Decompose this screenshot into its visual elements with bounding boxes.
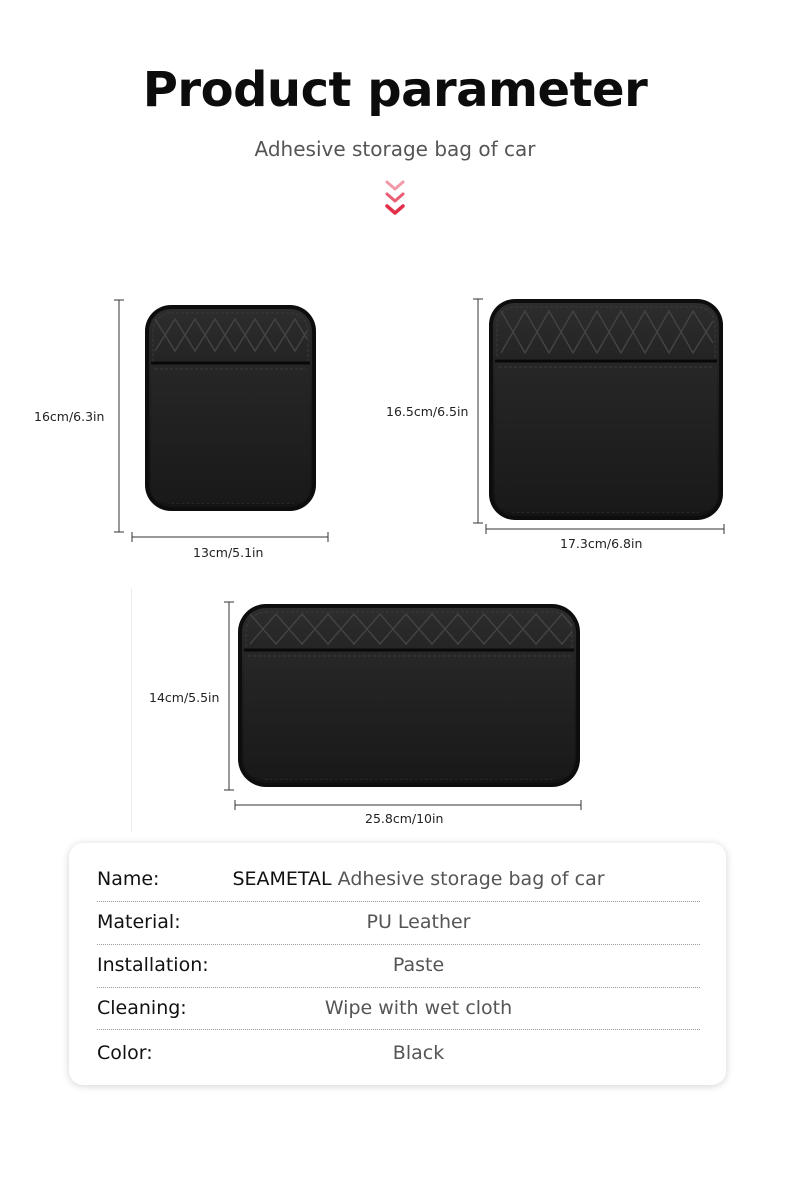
spec-row-installation bbox=[97, 943, 700, 986]
spec-value: Black bbox=[392, 1041, 445, 1064]
medium-bag-width-dimension bbox=[484, 523, 726, 535]
divider-line bbox=[131, 588, 132, 832]
large-bag-width-label: 25.8cm/10in bbox=[365, 811, 444, 826]
large-bag-height-dimension bbox=[223, 600, 235, 792]
medium-bag-width-label: 17.3cm/6.8in bbox=[560, 536, 643, 551]
spec-row-cleaning bbox=[97, 986, 700, 1029]
small-bag-height-label: 16cm/6.3in bbox=[34, 409, 105, 424]
spec-label: Name: bbox=[97, 867, 160, 890]
large-bag-image bbox=[236, 602, 582, 789]
page-title: Product parameter bbox=[142, 62, 648, 118]
page-subtitle: Adhesive storage bag of car bbox=[254, 137, 536, 161]
row-divider bbox=[97, 1029, 700, 1030]
spec-value: Wipe with wet cloth bbox=[324, 996, 513, 1019]
small-bag-image bbox=[143, 303, 318, 513]
spec-label: Installation: bbox=[97, 953, 209, 976]
medium-bag-height-label: 16.5cm/6.5in bbox=[386, 404, 469, 419]
small-bag-width-dimension bbox=[130, 531, 330, 543]
spec-table bbox=[69, 843, 726, 1085]
small-bag-width-label: 13cm/5.1in bbox=[193, 545, 264, 560]
small-bag-height-dimension bbox=[113, 298, 125, 534]
triple-chevron-down-icon bbox=[383, 178, 407, 222]
spec-value: PU Leather bbox=[366, 910, 471, 933]
product-name-value: Adhesive storage bag of car bbox=[337, 867, 605, 890]
spec-label: Color: bbox=[97, 1041, 153, 1064]
spec-row-color bbox=[97, 1031, 700, 1074]
large-bag-height-label: 14cm/5.5in bbox=[149, 690, 220, 705]
spec-label: Material: bbox=[97, 910, 181, 933]
spec-row-name bbox=[97, 857, 700, 900]
spec-value bbox=[97, 868, 700, 890]
medium-bag-image bbox=[487, 297, 725, 522]
spec-value: Paste bbox=[392, 953, 445, 976]
large-bag-width-dimension bbox=[233, 799, 583, 811]
spec-row-material bbox=[97, 900, 700, 943]
spec-label: Cleaning: bbox=[97, 996, 187, 1019]
brand-name: SEAMETAL bbox=[232, 867, 332, 890]
medium-bag-height-dimension bbox=[472, 297, 484, 525]
